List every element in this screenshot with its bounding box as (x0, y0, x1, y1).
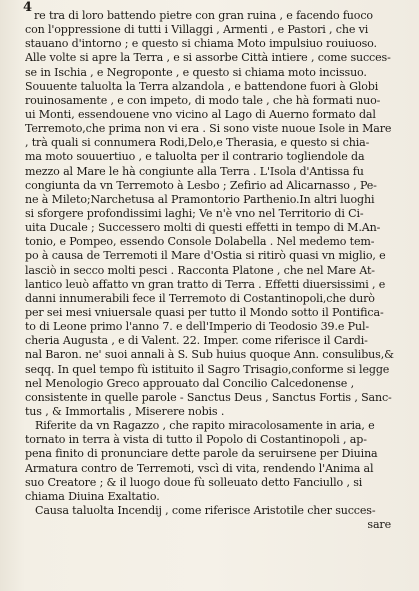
text-line: Causa taluolta Incendij , come riferisce Aristotile cher succes- (35, 503, 376, 517)
text-line: lantico leuò affatto vn gran tratto di Terra . Effetti diuersissimi , e (25, 277, 386, 291)
text-line: ne à Mileto;Narchetusa al Pramontorio Parthenio.In altri luoghi (25, 192, 375, 206)
text-line: nel Menologio Greco approuato dal Concilio Calcedonense , (25, 376, 354, 390)
text-line: Alle volte si apre la Terra , e si assorbe Città intiere , come succes- (25, 51, 391, 65)
text-line: chiama Diuina Exaltatio. (25, 489, 160, 503)
text-line: consistente in quelle parole - Sanctus Deus , Sanctus Fortis , Sanc- (25, 390, 392, 404)
text-line: nal Baron. ne' suoi annali à S. Sub huius quoque Ann. consulibus,& (25, 348, 394, 362)
text-line: Souuente taluolta la Terra alzandola , e battendone fuori à Globi (25, 79, 379, 93)
body-text (25, 9, 411, 532)
text-line: uita Ducale ; Successero molti di questi effetti in tempo di M.An- (25, 221, 381, 235)
text-line: po à causa de Terremoti il Mare d'Ostia si ritirò quasi vn miglio, e (25, 249, 386, 263)
text-line: tornato in terra à vista di tutto il Popolo di Costantinopoli , ap- (25, 433, 367, 447)
text-line: congiunta da vn Terremoto à Lesbo ; Zefirio ad Alicarnasso , Pe- (25, 178, 377, 192)
text-line: danni innumerabili fece il Terremoto di Costantinopoli,che durò (25, 291, 375, 305)
text-line: Riferite da vn Ragazzo , che rapito miracolosamente in aria, e (35, 419, 375, 433)
catchword: sare (367, 518, 391, 532)
text-line: mezzo al Mare le hà congiunte alla Terra . L'Isola d'Antissa fu (25, 164, 364, 178)
text-line: con l'oppressione di tutti i Villaggi , Armenti , e Pastori , che vi (25, 23, 369, 37)
text-line: stauano d'intorno ; e questo si chiama Moto impulsiuo rouiuoso. (25, 37, 377, 51)
text-line: cheria Augusta , e di Valent. 22. Imper. come riferisce il Cardi- (25, 334, 368, 348)
text-line: tus , & Immortalis , Miserere nobis . (25, 404, 225, 418)
text-line: ui Monti, essendouene vno vicino al Lago di Auerno formato dal (25, 107, 376, 121)
text-line: pena finito di pronunciare dette parole da seruirsene per Diuina (25, 447, 378, 461)
text-line: si sforgere profondissimi laghi; Ve n'è vno nel Territorio di Ci- (25, 206, 364, 220)
text-line: se in Ischia , e Negroponte , e questo si chiama moto incissuo. (25, 65, 367, 79)
text-line: suo Creatore ; & il luogo doue fù solleuato detto Fanciullo , si (25, 475, 363, 489)
text-line: , trà quali si connumera Rodi,Delo,e Therasia, e questo si chia- (25, 136, 370, 150)
text-line: lasciò in secco molti pesci . Racconta Platone , che nel Mare At- (25, 263, 375, 277)
page-number: 4 (23, 0, 33, 15)
text-line: ma moto souuertiuo , e taluolta per il contrario togliendole da (25, 150, 365, 164)
text-line: tonio, e Pompeo, essendo Console Dolabella . Nel medemo tem- (25, 235, 375, 249)
text-line: Terremoto,che prima non vi era . Si sono viste nuoue Isole in Mare (25, 122, 392, 136)
text-line: seqq. In quel tempo fù istituito il Sagro Trisagio,conforme si legge (25, 362, 390, 376)
text-line: rouinosamente , e con impeto, di modo tale , che hà formati nuo- (25, 93, 381, 107)
text-line: per sei mesi vniuersale quasi per tutto il Mondo sotto il Pontifica- (25, 305, 384, 319)
text-line: re tra di loro battendo pietre con gran ruina , e facendo fuoco (34, 9, 373, 22)
text-line: Armatura contro de Terremoti, vscì di vita, rendendo l'Anima al (25, 461, 374, 475)
text-line: to di Leone primo l'anno 7. e dell'Imperio di Teodosio 39.e Pul- (25, 320, 369, 334)
